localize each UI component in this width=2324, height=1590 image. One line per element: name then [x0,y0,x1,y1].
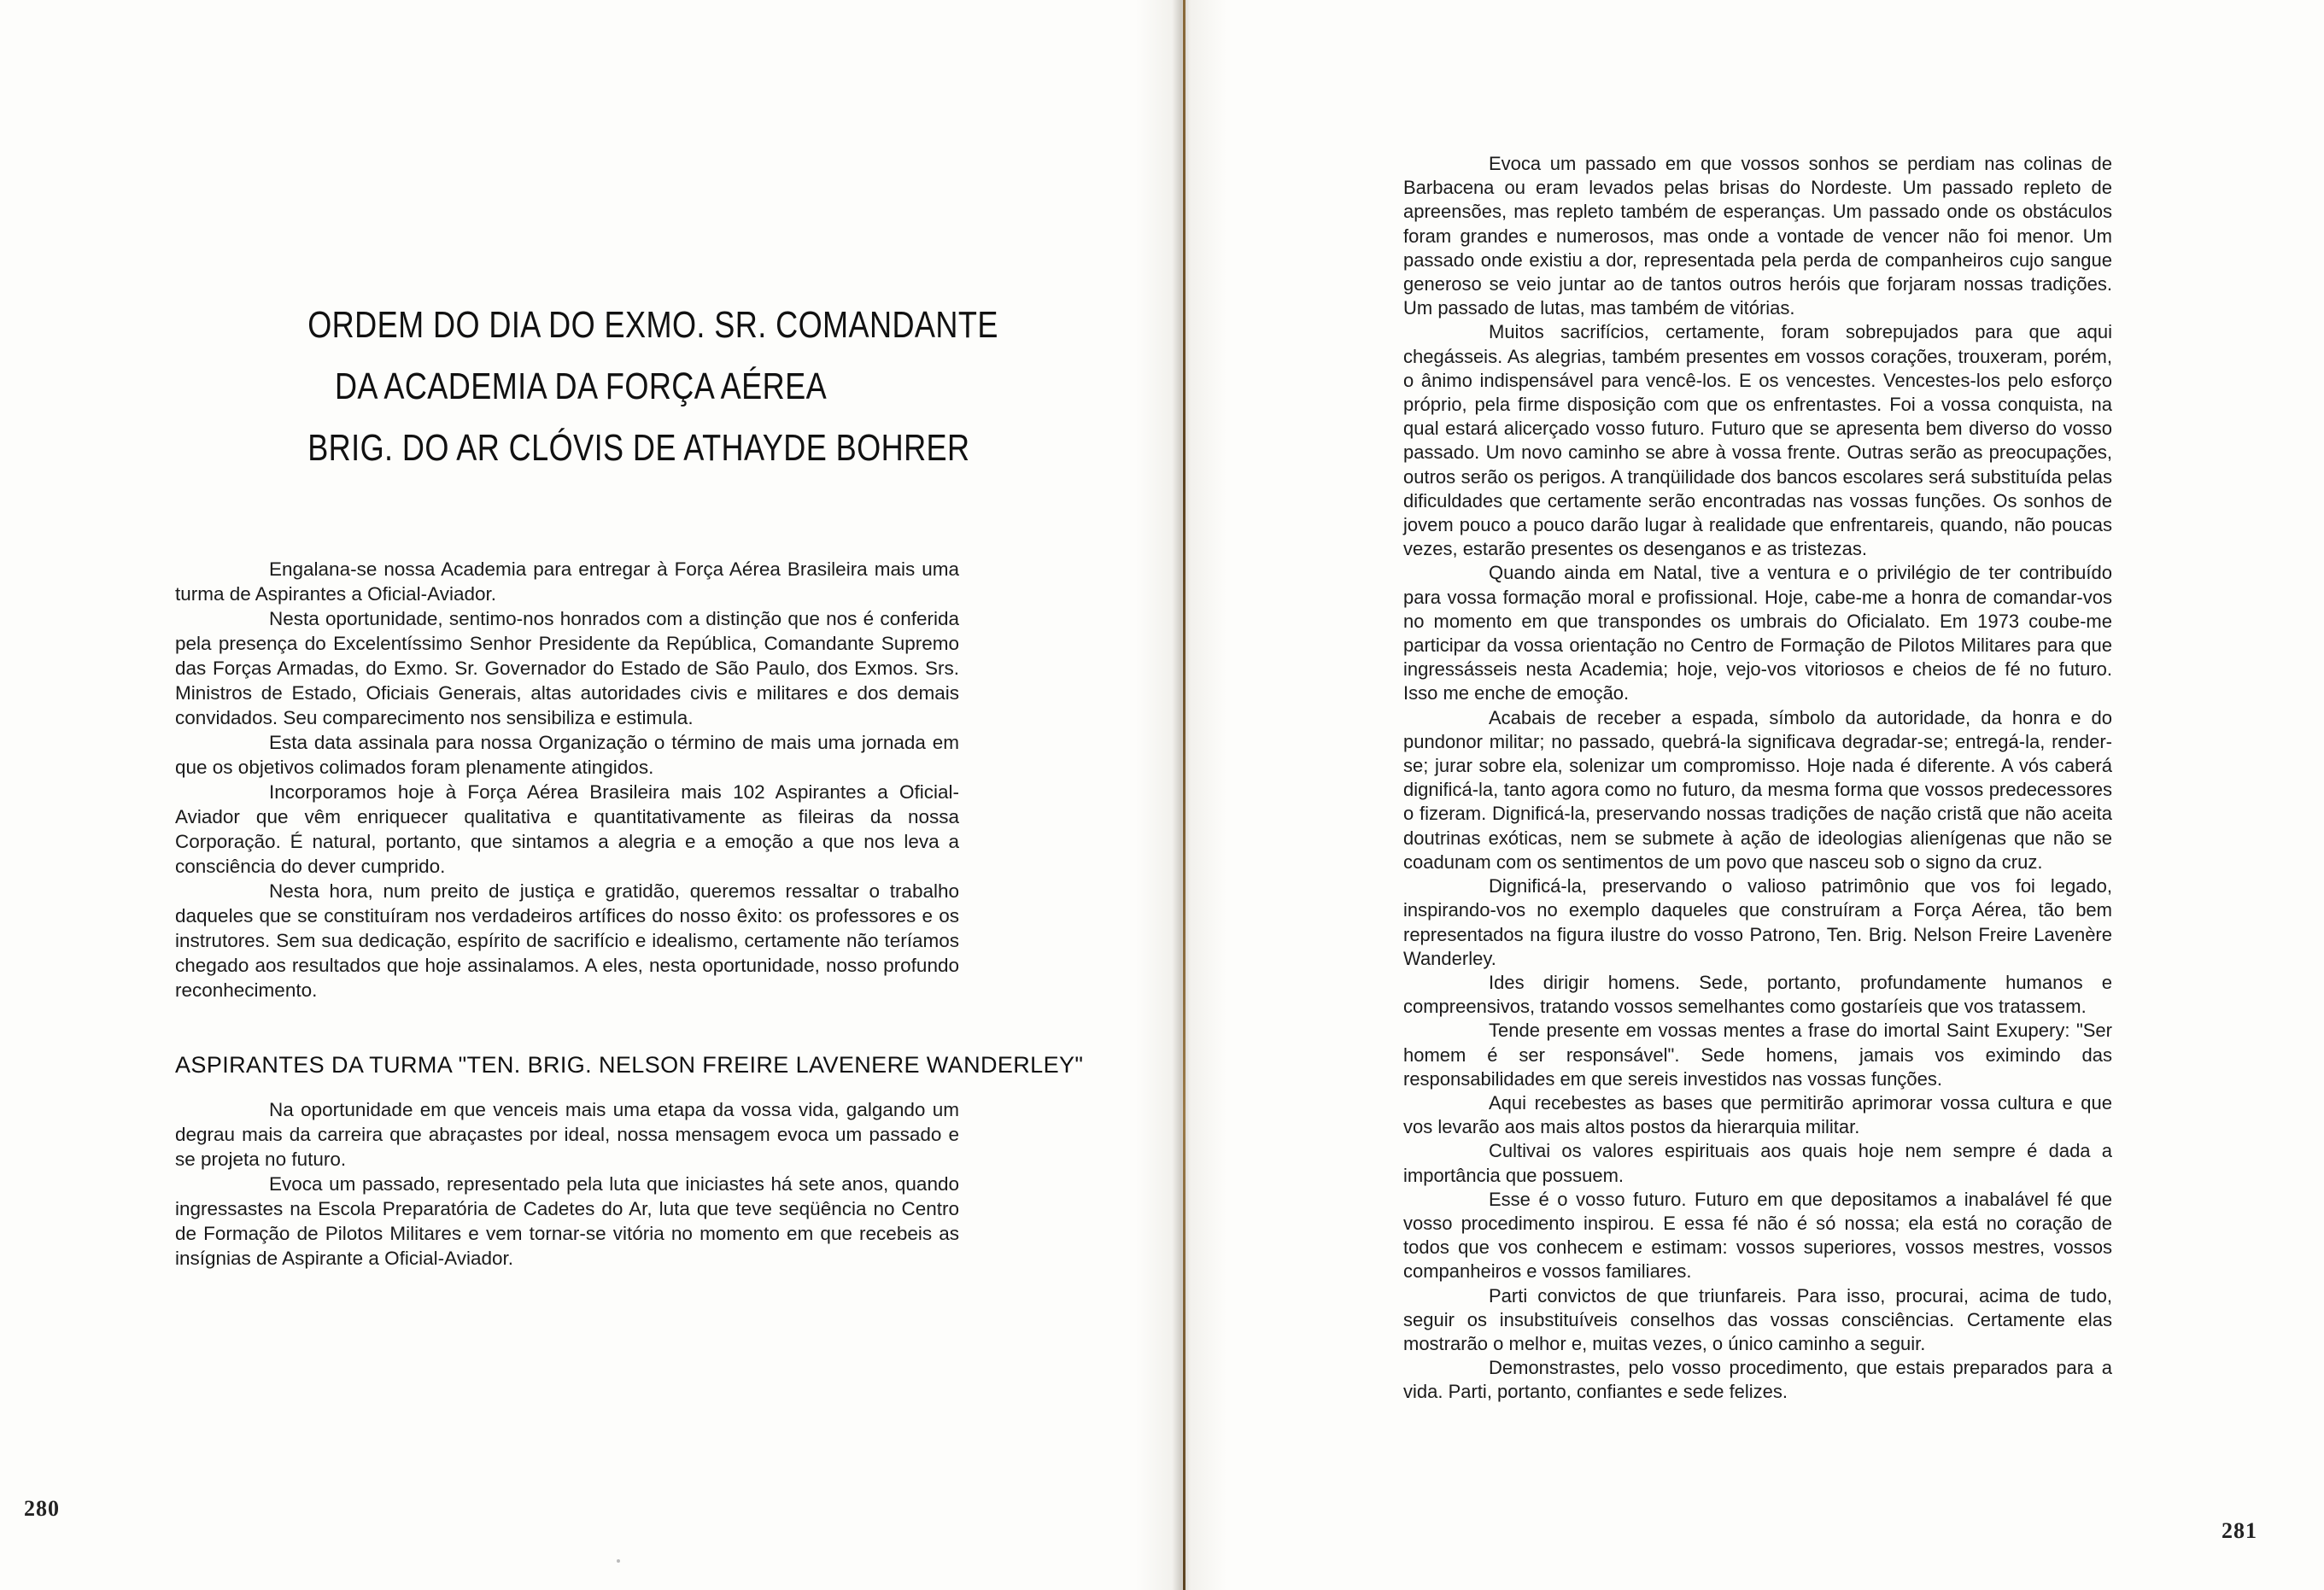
paragraph: Esse é o vosso futuro. Futuro em que depositamos a inabalável fé que vosso procedimento inspirou. E essa fé não é só nossa; ela está no coração de todos que vos conhecem e estimam: vossos superiores, vossos mestres, vossos companheiros e vossos familiares. [1403,1188,2112,1283]
paragraph: Esta data assinala para nossa Organização o término de mais uma jornada em que os objetivos colimados foram plenamente atingidos. [175,732,959,778]
paragraph: Engalana-se nossa Academia para entregar à Força Aérea Brasileira mais uma turma de Aspirantes a Oficial-Aviador. [175,558,959,605]
paper-speck [617,1559,620,1563]
book-gutter-shadow [1136,0,1226,1590]
heading-line: DA ACADEMIA DA FORÇA AÉREA [334,365,828,407]
paragraph: Demonstrastes, pelo vosso procedimento, que estais preparados para a vida. Parti, portanto, confiantes e sede felizes. [1403,1357,2112,1403]
paragraph: Aqui recebestes as bases que permitirão aprimorar vossa cultura e que vos levarão aos mais altos postos da hierarquia militar. [1403,1091,2112,1138]
paragraph: Parti convictos de que triunfareis. Para isso, procurai, acima de tudo, seguir os insubstituíveis conselhos das vossas consciências. Certamente elas mostrarão o melhor e, muitas vezes, o único caminho a seguir. [1403,1284,2112,1354]
paragraph: Cultivai os valores espirituais aos quais hoje nem sempre é dada a importância que possuem. [1403,1140,2112,1186]
paragraph: Quando ainda em Natal, tive a ventura e o privilégio de ter contribuído para vossa formação moral e profissional. Hoje, cabe-me a honra de comandar-vos no momento em que transpondes os umbrais do Oficialato. Em 1973 coube-me participar da vossa orientação no Centro de Formação de Pilotos Militares para que ingressásseis nesta Academia; hoje, vejo-vos vitoriosos e cheios de fé no futuro. Isso me enche de emoção. [1403,562,2112,704]
paragraph: Incorporamos hoje à Força Aérea Brasileira mais 102 Aspirantes a Oficial-Aviador que vêm enriquecer qualitativa e quantitativamente as fileiras da nossa Corporação. É natural, portanto, que sintamos a alegria e a emoção a que nos leva a consciência do dever cumprido. [175,781,959,877]
page-heading [248,295,998,479]
paragraph: Na oportunidade em que venceis mais uma etapa da vossa vida, galgando um degrau mais da carreira que abraçastes por ideal, nossa mensagem evoca um passado e se projeta no futuro. [175,1099,959,1170]
paragraph: Nesta hora, num preito de justiça e gratidão, queremos ressaltar o trabalho daqueles que se constituíram nos verdadeiros artífices do nosso êxito: os professores e os instrutores. Sem sua dedicação, espírito de sacrifício e idealismo, certamente não teríamos chegado aos resultados que hoje assinalamos. A eles, nesta oportunidade, nosso profundo reconhecimento. [175,880,959,1001]
book-spine-line [1183,0,1185,1590]
section-subheading: ASPIRANTES DA TURMA "TEN. BRIG. NELSON FREIRE LAVENERE WANDERLEY" [175,1052,1084,1078]
page-number-left: 280 [24,1496,60,1521]
paragraph: Tende presente em vossas mentes a frase do imortal Saint Exupery: "Ser homem é ser responsável". Sede homens, jamais vos eximindo das responsabilidades em que sereis investidos nas vossas funções. [1403,1020,2112,1090]
left-body-text [175,557,959,1003]
heading-line: BRIG. DO AR CLÓVIS DE ATHAYDE BOHRER [307,427,970,469]
paragraph: Evoca um passado em que vossos sonhos se perdiam nas colinas de Barbacena ou eram levados pelas brisas do Nordeste. Um passado repleto de apreensões, mas repleto também de esperanças. Um passado onde os obstáculos foram grandes e numerosos, mas onde a vontade de vencer não foi menor. Um passado onde existiu a dor, representada pela perda de companheiros cujo sangue generoso se veio juntar ao de tantos outros heróis que forjaram nossas tradições. Um passado de lutas, mas também de vitórias. [1403,153,2112,319]
right-body-text [1403,152,2112,1405]
page-number-right: 281 [2222,1518,2257,1543]
heading-line: ORDEM DO DIA DO EXMO. SR. COMANDANTE [307,304,998,346]
left-body-text-continued [175,1097,959,1271]
paragraph: Muitos sacrifícios, certamente, foram sobrepujados para que aqui chegásseis. As alegrias, também presentes em vossos corações, trouxeram, porém, o ânimo indispensável para vencê-los. E os vencestes. Vencestes-los pelo esforço próprio, pela firme disposição com que os enfrentastes. Foi a vossa conquista, na qual estará alicerçado vosso futuro. Futuro que se apresenta bem diverso do vosso passado. Um novo caminho se abre à vossa frente. Outras serão as preocupações, outros serão os perigos. A tranqüilidade dos bancos escolares será substituída pelas dificuldades que certamente serão encontradas nas vossas funções. Os sonhos de jovem pouco a pouco darão lugar à realidade que enfrentareis, quando, não poucas vezes, estarão presentes os desenganos e as tristezas. [1403,321,2112,560]
paragraph: Ides dirigir homens. Sede, portanto, profundamente humanos e compreensivos, tratando vossos semelhantes como gostaríeis que vos tratassem. [1403,971,2112,1018]
paragraph: Nesta oportunidade, sentimo-nos honrados com a distinção que nos é conferida pela presença do Excelentíssimo Senhor Presidente da República, Comandante Supremo das Forças Armadas, do Exmo. Sr. Governador do Estado de São Paulo, dos Exmos. Srs. Ministros de Estado, Oficiais Generais, altas autoridades civis e militares e dos demais convidados. Seu comparecimento nos sensibiliza e estimula. [175,608,959,728]
paragraph: Dignificá-la, preservando o valioso patrimônio que vos foi legado, inspirando-vos no exemplo daqueles que construíram a Força Aérea, tão bem representados na figura ilustre do vosso Patrono, Ten. Brig. Nelson Freire Lavenère Wanderley. [1403,875,2112,969]
paragraph: Evoca um passado, representado pela luta que iniciastes há sete anos, quando ingressastes na Escola Preparatória de Cadetes do Ar, luta que teve seqüência no Centro de Formação de Pilotos Militares e vem tornar-se vitória no momento em que recebeis as insígnias de Aspirante a Oficial-Aviador. [175,1173,959,1269]
paragraph: Acabais de receber a espada, símbolo da autoridade, da honra e do pundonor militar; no passado, quebrá-la significava degradar-se; entregá-la, render-se; jurar sobre ela, solenizar um compromisso. Hoje nada é diferente. A vós caberá dignificá-la, tanto agora como no futuro, da mesma forma que vossos predecessores o fizeram. Dignificá-la, preservando nossas tradições de nação cristã que não aceita doutrinas exóticas, nem se submete à ação de ideologias alienígenas que não se coadunam com os sentimentos de um povo que nasceu sob o signo da cruz. [1403,706,2112,873]
